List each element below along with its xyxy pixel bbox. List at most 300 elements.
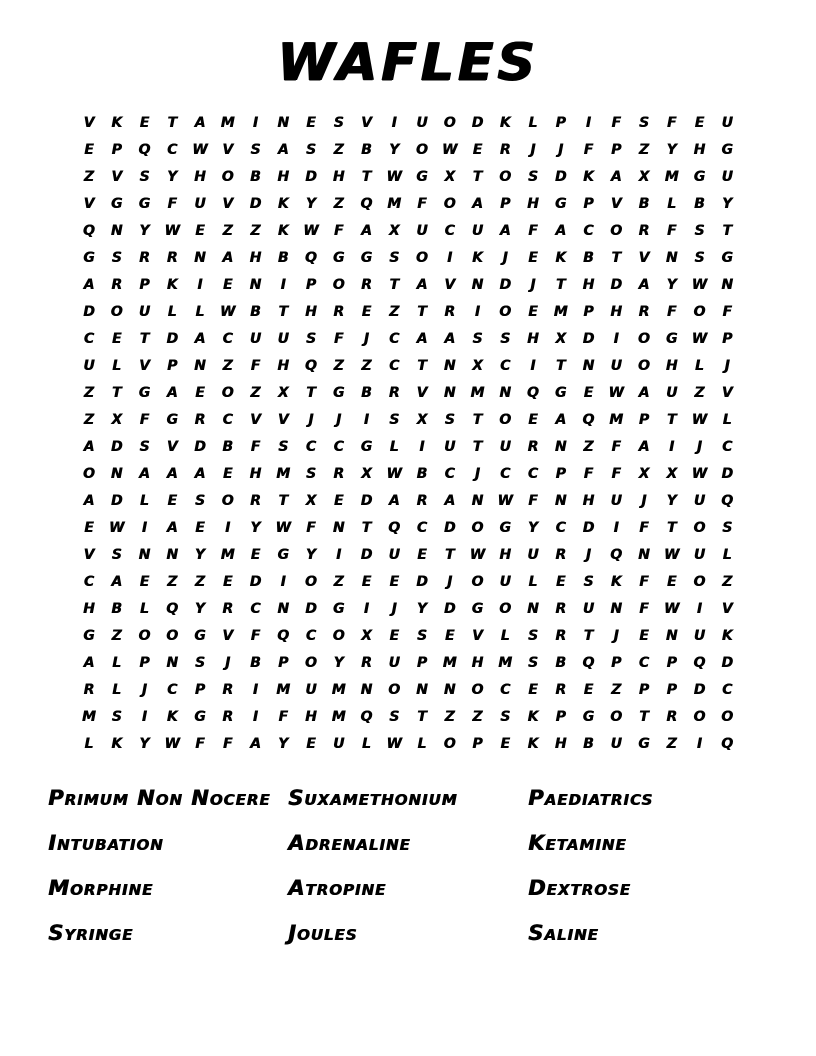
grid-row xyxy=(75,299,741,326)
grid-letter: M xyxy=(553,304,568,321)
grid-letter: I xyxy=(225,520,231,537)
grid-letter: B xyxy=(222,439,233,456)
grid-letter: O xyxy=(637,331,650,348)
grid-letter: S xyxy=(583,574,594,591)
grid-letter: A xyxy=(471,196,483,213)
grid-letter: R xyxy=(222,709,234,726)
grid-letter: T xyxy=(111,385,122,402)
grid-letter: C xyxy=(388,358,400,375)
grid-letter: D xyxy=(249,196,262,213)
grid-letter: D xyxy=(360,547,373,564)
grid-letter: V xyxy=(83,547,95,564)
grid-letter: C xyxy=(250,601,261,618)
grid-letter: T xyxy=(555,358,566,375)
grid-letter: C xyxy=(444,466,455,483)
grid-letter: L xyxy=(195,304,205,321)
grid-letter: L xyxy=(84,736,94,753)
grid-letter: X xyxy=(305,493,317,510)
grid-letter: Y xyxy=(139,223,150,240)
grid-letter: W xyxy=(219,304,236,321)
grid-letter: R xyxy=(138,250,150,267)
word-item: Dextrose xyxy=(528,876,631,901)
grid-letter: O xyxy=(332,628,345,645)
grid-letter: Q xyxy=(360,196,373,213)
grid-letter: N xyxy=(110,466,123,483)
word-item: Primum Non Nocere xyxy=(48,786,271,811)
grid-letter: F xyxy=(666,115,677,132)
grid-letter: G xyxy=(416,169,428,186)
grid-letter: P xyxy=(583,196,594,213)
grid-letter: V xyxy=(222,196,234,213)
grid-letter: V xyxy=(360,115,372,132)
grid-letter: V xyxy=(721,385,733,402)
grid-letter: K xyxy=(111,736,123,753)
grid-letter: Z xyxy=(83,385,94,402)
grid-letter: Z xyxy=(222,223,233,240)
grid-letter: M xyxy=(609,412,624,429)
grid-letter: H xyxy=(582,277,595,294)
grid-letter: U xyxy=(693,493,706,510)
grid-letter: F xyxy=(195,736,205,753)
grid-letter: G xyxy=(471,601,484,618)
grid-letter: N xyxy=(416,682,428,699)
grid-letter: N xyxy=(499,385,511,402)
grid-letter: T xyxy=(361,520,372,537)
grid-letter: G xyxy=(138,385,151,402)
grid-letter: F xyxy=(639,601,649,618)
grid-letter: H xyxy=(527,196,539,213)
grid-letter: P xyxy=(277,655,289,672)
grid-letter: O xyxy=(443,196,456,213)
grid-letter: G xyxy=(332,250,345,267)
grid-letter: Z xyxy=(83,412,94,429)
grid-letter: P xyxy=(610,142,622,159)
grid-letter: Z xyxy=(167,574,178,591)
grid-letter: L xyxy=(528,115,538,132)
grid-letter: H xyxy=(305,304,317,321)
puzzle-title: WAFLES xyxy=(277,33,539,93)
grid-letter: N xyxy=(610,601,622,618)
grid-letter: H xyxy=(471,655,484,672)
grid-letter: O xyxy=(499,601,512,618)
grid-letter: F xyxy=(250,358,261,375)
grid-letter: X xyxy=(638,169,650,186)
grid-row xyxy=(75,434,741,461)
grid-letter: B xyxy=(555,655,566,672)
grid-letter: W xyxy=(164,736,180,753)
grid-letter: U xyxy=(721,169,733,186)
grid-letter: Z xyxy=(666,736,677,753)
grid-row xyxy=(75,353,741,380)
grid-letter: R xyxy=(194,412,206,429)
grid-letter: R xyxy=(555,547,567,564)
grid-letter: E xyxy=(555,574,566,591)
grid-letter: K xyxy=(582,169,594,186)
grid-letter: O xyxy=(110,304,123,321)
grid-letter: G xyxy=(360,250,373,267)
grid-letter: T xyxy=(722,223,732,240)
grid-letter: Y xyxy=(666,142,677,159)
grid-letter: F xyxy=(722,304,732,321)
grid-letter: W xyxy=(691,466,708,483)
word-item: Suxamethonium xyxy=(288,786,458,811)
grid-letter: C xyxy=(222,412,233,429)
grid-letter: A xyxy=(416,331,428,348)
grid-letter: W xyxy=(108,520,125,537)
grid-letter: S xyxy=(389,709,400,726)
grid-letter: N xyxy=(443,358,456,375)
grid-letter: N xyxy=(277,601,289,618)
grid-letter: A xyxy=(138,466,150,483)
grid-letter: O xyxy=(693,709,706,726)
grid-letter: O xyxy=(693,304,706,321)
grid-letter: R xyxy=(416,493,428,510)
grid-letter: K xyxy=(610,574,622,591)
grid-letter: U xyxy=(610,358,622,375)
grid-letter: R xyxy=(638,223,650,240)
grid-letter: W xyxy=(691,412,708,429)
grid-letter: A xyxy=(194,466,206,483)
grid-letter: I xyxy=(474,304,480,321)
grid-letter: R xyxy=(388,385,400,402)
grid-letter: A xyxy=(555,412,567,429)
word-list-column xyxy=(528,776,768,956)
grid-letter: X xyxy=(111,412,123,429)
grid-letter: J xyxy=(336,412,342,429)
grid-letter: E xyxy=(500,736,510,753)
grid-letter: E xyxy=(333,493,344,510)
grid-letter: K xyxy=(166,709,178,726)
grid-letter: N xyxy=(138,547,151,564)
grid-letter: S xyxy=(305,331,316,348)
grid-letter: Q xyxy=(582,412,595,429)
grid-letter: A xyxy=(555,223,567,240)
word-list xyxy=(48,776,816,956)
grid-letter: F xyxy=(528,223,538,240)
grid-letter: E xyxy=(195,520,205,537)
grid-letter: N xyxy=(194,358,206,375)
grid-letter: C xyxy=(555,520,566,537)
grid-row xyxy=(75,380,741,407)
grid-letter: C xyxy=(166,682,178,699)
grid-letter: O xyxy=(415,250,428,267)
grid-letter: P xyxy=(111,142,122,159)
grid-letter: N xyxy=(554,439,567,456)
grid-letter: C xyxy=(527,466,539,483)
grid-letter: N xyxy=(249,277,262,294)
grid-letter: H xyxy=(277,358,289,375)
grid-letter: G xyxy=(277,547,289,564)
grid-letter: D xyxy=(305,601,317,618)
grid-letter: K xyxy=(527,736,539,753)
grid-letter: P xyxy=(139,277,150,294)
grid-letter: I xyxy=(391,115,397,132)
grid-letter: D xyxy=(443,601,456,618)
grid-letter: B xyxy=(583,736,594,753)
grid-letter: R xyxy=(638,304,650,321)
grid-letter: W xyxy=(663,547,680,564)
grid-letter: Q xyxy=(721,736,734,753)
grid-letter: Y xyxy=(194,601,205,618)
grid-letter: H xyxy=(194,169,206,186)
grid-letter: P xyxy=(305,277,316,294)
grid-letter: L xyxy=(112,655,122,672)
grid-letter: S xyxy=(389,250,400,267)
grid-letter: S xyxy=(389,412,400,429)
grid-letter: I xyxy=(197,277,203,294)
grid-letter: W xyxy=(663,601,680,618)
grid-letter: M xyxy=(276,466,291,483)
grid-letter: D xyxy=(610,277,622,294)
grid-letter: T xyxy=(666,520,677,537)
grid-letter: N xyxy=(721,277,733,294)
grid-letter: O xyxy=(471,520,484,537)
grid-letter: F xyxy=(639,574,649,591)
grid-row xyxy=(75,731,741,758)
grid-letter: R xyxy=(360,277,372,294)
grid-letter: Z xyxy=(694,385,705,402)
grid-letter: O xyxy=(499,412,512,429)
wordsearch-grid xyxy=(75,110,741,758)
grid-letter: T xyxy=(611,250,621,267)
grid-letter: P xyxy=(638,682,649,699)
grid-letter: L xyxy=(528,574,538,591)
grid-letter: D xyxy=(443,520,456,537)
grid-letter: S xyxy=(722,520,733,537)
grid-letter: N xyxy=(166,655,178,672)
grid-letter: N xyxy=(638,547,650,564)
grid-letter: M xyxy=(498,655,513,672)
grid-row xyxy=(75,110,741,137)
grid-letter: I xyxy=(447,250,453,267)
grid-row xyxy=(75,488,741,515)
grid-letter: I xyxy=(141,520,147,537)
grid-letter: J xyxy=(530,142,536,159)
grid-letter: F xyxy=(666,223,677,240)
grid-letter: C xyxy=(416,520,428,537)
grid-letter: A xyxy=(638,385,650,402)
grid-row xyxy=(75,650,741,677)
grid-letter: H xyxy=(693,142,706,159)
grid-letter: S xyxy=(444,412,455,429)
grid-letter: F xyxy=(666,304,677,321)
grid-letter: H xyxy=(527,331,539,348)
grid-letter: G xyxy=(360,439,373,456)
grid-letter: U xyxy=(499,574,511,591)
grid-letter: Y xyxy=(305,196,316,213)
grid-letter: H xyxy=(83,601,95,618)
grid-letter: Q xyxy=(304,250,317,267)
grid-letter: U xyxy=(721,115,733,132)
grid-letter: P xyxy=(555,115,566,132)
grid-letter: I xyxy=(669,439,675,456)
grid-letter: Y xyxy=(194,547,205,564)
grid-letter: W xyxy=(303,223,319,240)
grid-letter: A xyxy=(222,250,234,267)
grid-letter: Q xyxy=(82,223,95,240)
grid-letter: S xyxy=(638,115,649,132)
grid-letter: Z xyxy=(194,574,205,591)
grid-letter: T xyxy=(361,169,372,186)
grid-letter: X xyxy=(555,331,567,348)
grid-letter: N xyxy=(332,520,345,537)
grid-letter: Z xyxy=(250,385,261,402)
grid-row xyxy=(75,218,741,245)
grid-letter: E xyxy=(306,115,316,132)
grid-letter: G xyxy=(194,709,206,726)
grid-letter: I xyxy=(613,331,619,348)
grid-letter: C xyxy=(83,331,95,348)
grid-letter: C xyxy=(499,466,511,483)
grid-letter: K xyxy=(555,250,567,267)
grid-letter: J xyxy=(585,547,591,564)
grid-letter: A xyxy=(111,574,123,591)
grid-letter: X xyxy=(471,358,483,375)
grid-letter: D xyxy=(721,655,733,672)
grid-row xyxy=(75,326,741,353)
grid-letter: T xyxy=(417,358,427,375)
grid-letter: O xyxy=(221,385,234,402)
grid-letter: J xyxy=(474,466,480,483)
grid-letter: A xyxy=(444,493,456,510)
grid-letter: X xyxy=(444,169,456,186)
grid-letter: U xyxy=(332,736,345,753)
grid-letter: V xyxy=(222,142,234,159)
grid-letter: Y xyxy=(305,547,316,564)
grid-letter: N xyxy=(277,115,289,132)
grid-letter: F xyxy=(333,223,344,240)
grid-letter: R xyxy=(333,304,345,321)
grid-letter: U xyxy=(277,331,289,348)
grid-letter: Z xyxy=(361,358,372,375)
grid-letter: H xyxy=(249,466,262,483)
grid-letter: B xyxy=(694,196,705,213)
grid-letter: X xyxy=(277,385,289,402)
grid-letter: Z xyxy=(472,709,483,726)
grid-letter: E xyxy=(111,331,122,348)
grid-letter: F xyxy=(611,115,621,132)
grid-letter: O xyxy=(415,142,428,159)
grid-letter: Q xyxy=(610,547,623,564)
grid-letter: T xyxy=(278,493,288,510)
grid-letter: Y xyxy=(527,520,538,537)
grid-letter: C xyxy=(305,439,317,456)
grid-letter: Y xyxy=(389,142,400,159)
grid-letter: J xyxy=(724,358,730,375)
grid-letter: F xyxy=(222,736,233,753)
grid-letter: U xyxy=(443,439,456,456)
grid-letter: Z xyxy=(333,358,344,375)
word-item: Paediatrics xyxy=(528,786,654,811)
grid-letter: D xyxy=(471,115,484,132)
grid-letter: Y xyxy=(416,601,427,618)
grid-letter: B xyxy=(250,655,261,672)
grid-letter: S xyxy=(194,493,205,510)
grid-letter: F xyxy=(139,412,150,429)
grid-letter: A xyxy=(638,439,650,456)
grid-letter: R xyxy=(333,466,345,483)
grid-letter: N xyxy=(471,277,484,294)
grid-letter: S xyxy=(194,655,205,672)
grid-letter: M xyxy=(470,385,485,402)
grid-letter: J xyxy=(447,574,453,591)
grid-letter: V xyxy=(222,628,234,645)
grid-letter: E xyxy=(167,493,177,510)
grid-letter: I xyxy=(363,601,369,618)
grid-letter: T xyxy=(583,628,594,645)
grid-letter: A xyxy=(83,439,95,456)
grid-letter: A xyxy=(194,331,206,348)
grid-letter: A xyxy=(249,736,261,753)
grid-letter: R xyxy=(444,304,456,321)
grid-letter: R xyxy=(527,439,539,456)
grid-letter: E xyxy=(195,223,205,240)
grid-letter: F xyxy=(306,520,316,537)
word-item: Intubation xyxy=(48,831,164,856)
grid-letter: T xyxy=(167,115,177,132)
grid-letter: A xyxy=(194,115,206,132)
grid-letter: G xyxy=(332,385,345,402)
grid-letter: T xyxy=(417,304,427,321)
grid-letter: T xyxy=(389,277,399,294)
grid-letter: Z xyxy=(111,628,122,645)
grid-letter: U xyxy=(416,115,428,132)
grid-letter: G xyxy=(83,628,95,645)
grid-row xyxy=(75,407,741,434)
grid-letter: U xyxy=(305,682,317,699)
grid-letter: D xyxy=(249,574,262,591)
grid-letter: N xyxy=(527,601,539,618)
grid-letter: K xyxy=(499,115,511,132)
grid-letter: A xyxy=(360,223,372,240)
grid-letter: C xyxy=(444,223,455,240)
grid-letter: F xyxy=(583,466,594,483)
grid-letter: F xyxy=(611,439,621,456)
grid-letter: P xyxy=(583,304,594,321)
grid-letter: E xyxy=(361,574,372,591)
grid-letter: V xyxy=(83,196,95,213)
grid-letter: O xyxy=(471,682,484,699)
grid-letter: H xyxy=(249,250,262,267)
grid-letter: A xyxy=(416,277,428,294)
grid-row xyxy=(75,164,741,191)
grid-letter: B xyxy=(583,250,594,267)
grid-letter: P xyxy=(610,655,622,672)
grid-letter: Y xyxy=(722,196,733,213)
grid-letter: V xyxy=(111,169,123,186)
grid-letter: P xyxy=(472,736,483,753)
grid-letter: D xyxy=(499,277,511,294)
grid-letter: E xyxy=(528,412,538,429)
grid-letter: I xyxy=(252,115,258,132)
grid-letter: A xyxy=(388,493,400,510)
grid-letter: U xyxy=(693,628,706,645)
grid-letter: L xyxy=(389,439,399,456)
grid-letter: R xyxy=(111,277,123,294)
grid-letter: S xyxy=(250,142,261,159)
grid-letter: O xyxy=(304,574,317,591)
grid-letter: D xyxy=(582,520,595,537)
grid-row xyxy=(75,677,741,704)
grid-letter: O xyxy=(721,709,734,726)
grid-letter: W xyxy=(691,277,708,294)
grid-letter: N xyxy=(194,250,206,267)
grid-letter: B xyxy=(416,466,428,483)
grid-letter: I xyxy=(696,601,702,618)
grid-letter: E xyxy=(139,115,150,132)
grid-letter: T xyxy=(472,169,483,186)
grid-letter: A xyxy=(277,142,289,159)
